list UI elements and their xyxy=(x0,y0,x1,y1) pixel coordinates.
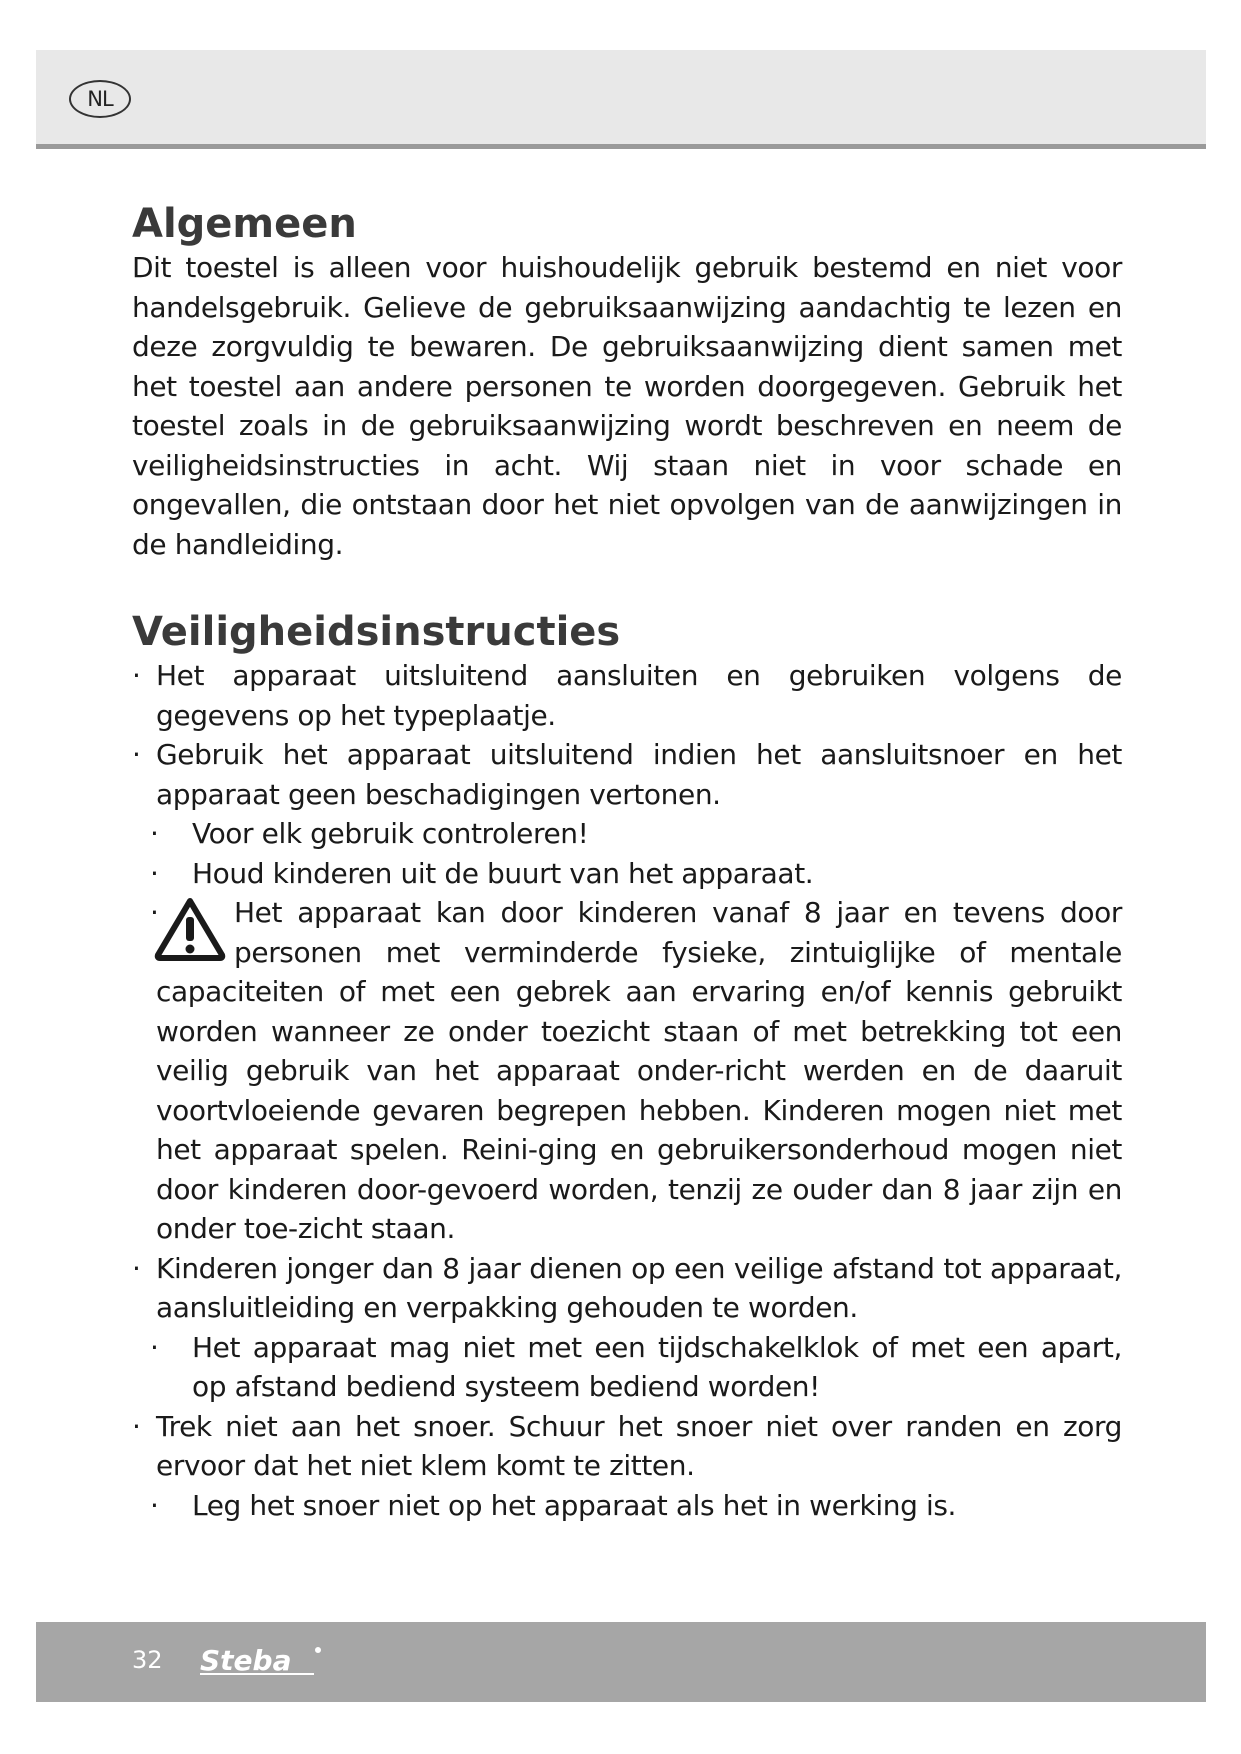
safety-item-text: Kinderen jonger dan 8 jaar dienen op een veilige afstand tot apparaat, aansluitleiding en verpakking gehouden te worden. xyxy=(156,1251,1122,1324)
footer-band xyxy=(36,1622,1206,1702)
safety-subitem xyxy=(132,814,1122,854)
bullet: · xyxy=(132,1409,141,1443)
steba-logo xyxy=(196,1640,326,1680)
section-title-general: Algemeen xyxy=(132,201,357,247)
header-band xyxy=(36,50,1206,149)
warning-text: Het apparaat kan door kinderen vanaf 8 jaar en tevens door personen met verminderde fysieke, zintuiglijke of mentale capaciteiten of met een gebrek aan ervaring en/of kennis gebruikt worden wanneer ze onder toezicht staan of met betrekking tot een veilig gebruik van het apparaat onder-richt werden en de daaruit voortvloeiende gevaren begrepen hebben. Kinderen mogen niet met het apparaat spelen. Reini-ging en gebruikersonderhoud mogen niet door kinderen door-gevoerd worden, tenzij ze ouder dan 8 jaar zijn en onder toe-zicht staan. xyxy=(156,896,1122,1245)
bullet: · xyxy=(150,1488,159,1522)
safety-item-text: Het apparaat uitsluitend aansluiten en gebruiken volgens de gegevens op het typeplaatje. xyxy=(156,659,1122,732)
bullet: · xyxy=(150,896,159,929)
bullet: · xyxy=(132,659,141,692)
general-paragraph: Dit toestel is alleen voor huishoudelijk gebruik bestemd en niet voor handelsgebruik. Gelieve de gebruiksaanwijzing aandachtig te lezen en deze zorgvuldig te bewaren. De gebruiksaanwijzing dient samen met het toestel aan andere personen te worden doorgegeven. Gebruik het toestel zoals in de gebruiksaanwijzing wordt beschreven en neem de veiligheidsinstructies in acht. Wij staan niet in voor schade en ongevallen, die ontstaan door het niet opvolgen van de aanwijzingen in de handleiding. xyxy=(132,251,1122,561)
bullet: · xyxy=(132,738,141,771)
safety-item xyxy=(132,1407,1122,1486)
safety-subitem xyxy=(132,1328,1122,1407)
safety-item xyxy=(132,1249,1122,1328)
bullet: · xyxy=(150,856,159,890)
safety-subitem xyxy=(132,854,1122,894)
safety-item-text: Trek niet aan het snoer. Schuur het snoer niet over randen en zorg ervoor dat het niet klem komt te zitten. xyxy=(156,1409,1122,1482)
safety-subitem-text: Het apparaat mag niet met een tijdschakelklok of met een apart, op afstand bediend systeem bediend worden! xyxy=(192,1330,1122,1403)
page-number: 32 xyxy=(132,1646,163,1674)
safety-subitem xyxy=(132,1486,1122,1526)
brand-name: Steba xyxy=(200,1644,292,1677)
safety-item xyxy=(132,656,1122,735)
bullet: · xyxy=(132,1251,141,1285)
warning-triangle-icon xyxy=(154,897,226,961)
warning-item xyxy=(132,893,1122,1249)
language-badge: NL xyxy=(69,80,131,118)
safety-subitem-text: Leg het snoer niet op het apparaat als het in werking is. xyxy=(192,1488,957,1522)
section-title-safety: Veiligheidsinstructies xyxy=(132,609,621,655)
safety-item-text: Gebruik het apparaat uitsluitend indien het aansluitsnoer en het apparaat geen beschadigingen vertonen. xyxy=(156,738,1122,811)
safety-subitem-text: Houd kinderen uit de buurt van het apparaat. xyxy=(192,856,814,890)
page-content xyxy=(132,200,1122,1525)
safety-item xyxy=(132,735,1122,814)
bullet: · xyxy=(150,1330,159,1364)
bullet: · xyxy=(150,817,159,850)
safety-subitem-text: Voor elk gebruik controleren! xyxy=(192,817,589,850)
